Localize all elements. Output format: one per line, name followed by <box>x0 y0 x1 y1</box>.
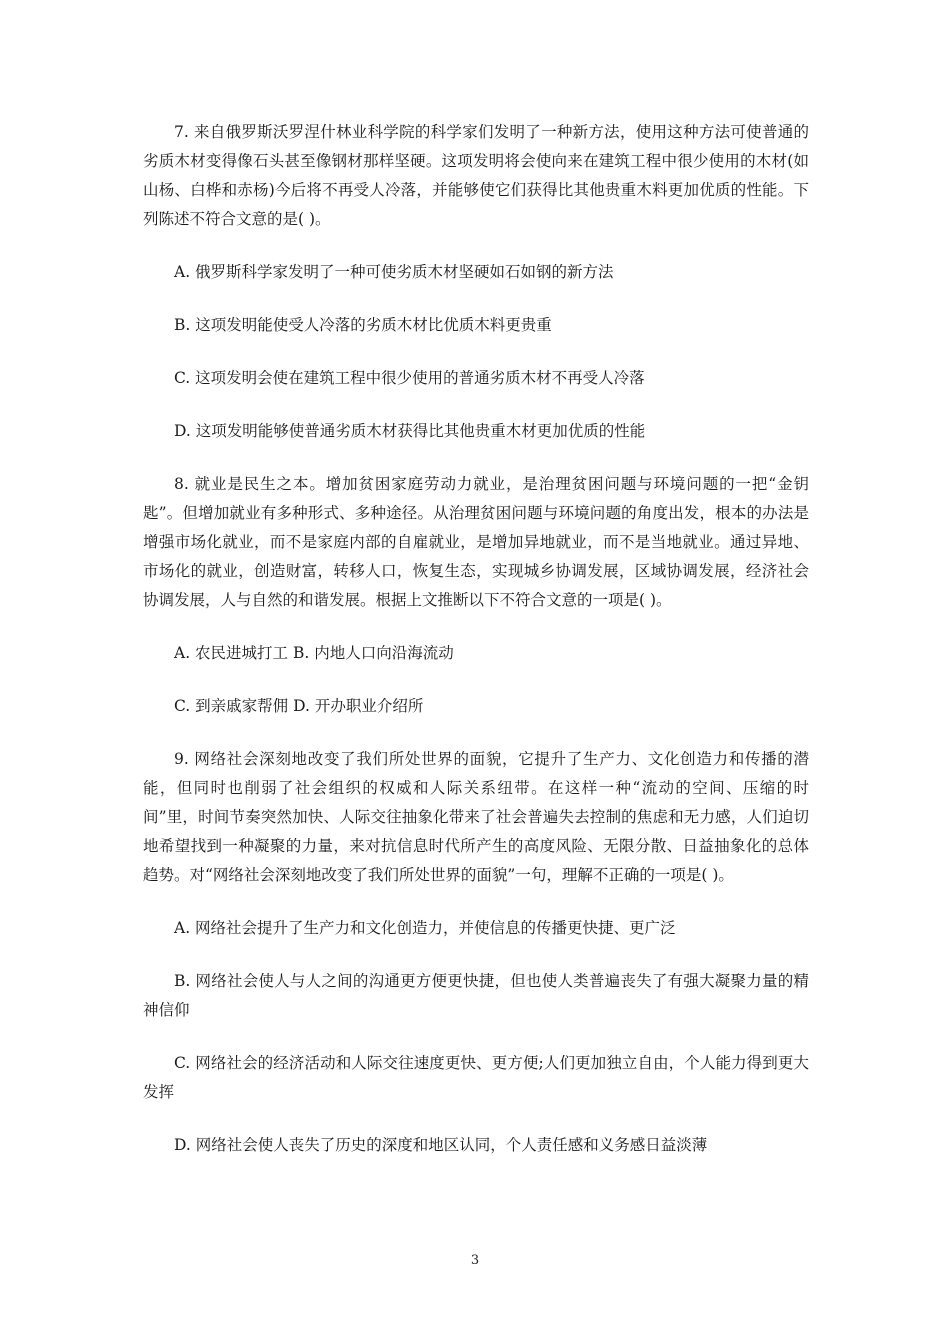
question-9-option-a: A. 网络社会提升了生产力和文化创造力，并使信息的传播更快捷、更广泛 <box>174 919 676 937</box>
question-8-stem: 8. 就业是民生之本。增加贫困家庭劳动力就业，是治理贫困问题与环境问题的一把“金钥匙”。但增加就业有多种形式、多种途径。从治理贫困问题与环境问题的角度出发，根本的办法是增强市场化就业，而不是家庭内部的自雇就业，是增加异地就业，而不是当地就业。通过异地、市场化的就业，创造财富，转移人口，恢复生态，实现城乡协调发展，区域协调发展，经济社会协调发展，人与自然的和谐发展。根据上文推断以下不符合文意的一项是( )。 <box>143 475 809 609</box>
question-7-option-d: D. 这项发明能够使普通劣质木材获得比其他贵重木材更加优质的性能 <box>174 422 646 440</box>
question-8-options-cd: C. 到亲戚家帮佣 D. 开办职业介绍所 <box>174 697 424 715</box>
question-9-option-c: C. 网络社会的经济活动和人际交往速度更快、更方便;人们更加独立自由，个人能力得到更大发挥 <box>143 1054 809 1101</box>
question-7-option-c: C. 这项发明会使在建筑工程中很少使用的普通劣质木材不再受人冷落 <box>174 369 645 387</box>
question-7-option-b: B. 这项发明能使受人冷落的劣质木材比优质木料更贵重 <box>174 316 552 334</box>
question-9-option-d: D. 网络社会使人丧失了历史的深度和地区认同，个人责任感和义务感日益淡薄 <box>174 1136 708 1154</box>
question-8-options-ab: A. 农民进城打工 B. 内地人口向沿海流动 <box>174 644 454 662</box>
question-7-stem: 7. 来自俄罗斯沃罗涅什林业科学院的科学家们发明了一种新方法，使用这种方法可使普通的劣质木材变得像石头甚至像钢材那样坚硬。这项发明将会使向来在建筑工程中很少使用的木材(如山杨、白桦和赤杨)今后将不再受人冷落，并能够使它们获得比其他贵重木料更加优质的性能。下列陈述不符合文意的是( )。 <box>143 123 809 228</box>
document-page <box>143 118 809 1160</box>
question-9-stem: 9. 网络社会深刻地改变了我们所处世界的面貌，它提升了生产力、文化创造力和传播的潜能，但同时也削弱了社会组织的权威和人际关系纽带。在这样一种“流动的空间、压缩的时间”里，时间节奏突然加快、人际交往抽象化带来了社会普遍失去控制的焦虑和无力感，人们迫切地希望找到一种凝聚的力量，来对抗信息时代所产生的高度风险、无限分散、日益抽象化的总体趋势。对“网络社会深刻地改变了我们所处世界的面貌”一句，理解不正确的一项是( )。 <box>143 750 809 884</box>
question-7-option-a: A. 俄罗斯科学家发明了一种可使劣质木材坚硬如石如钢的新方法 <box>174 263 614 281</box>
question-9-option-b: B. 网络社会使人与人之间的沟通更方便更快捷，但也使人类普遍丧失了有强大凝聚力量的精神信仰 <box>143 972 809 1019</box>
page-number: 3 <box>470 1253 480 1268</box>
